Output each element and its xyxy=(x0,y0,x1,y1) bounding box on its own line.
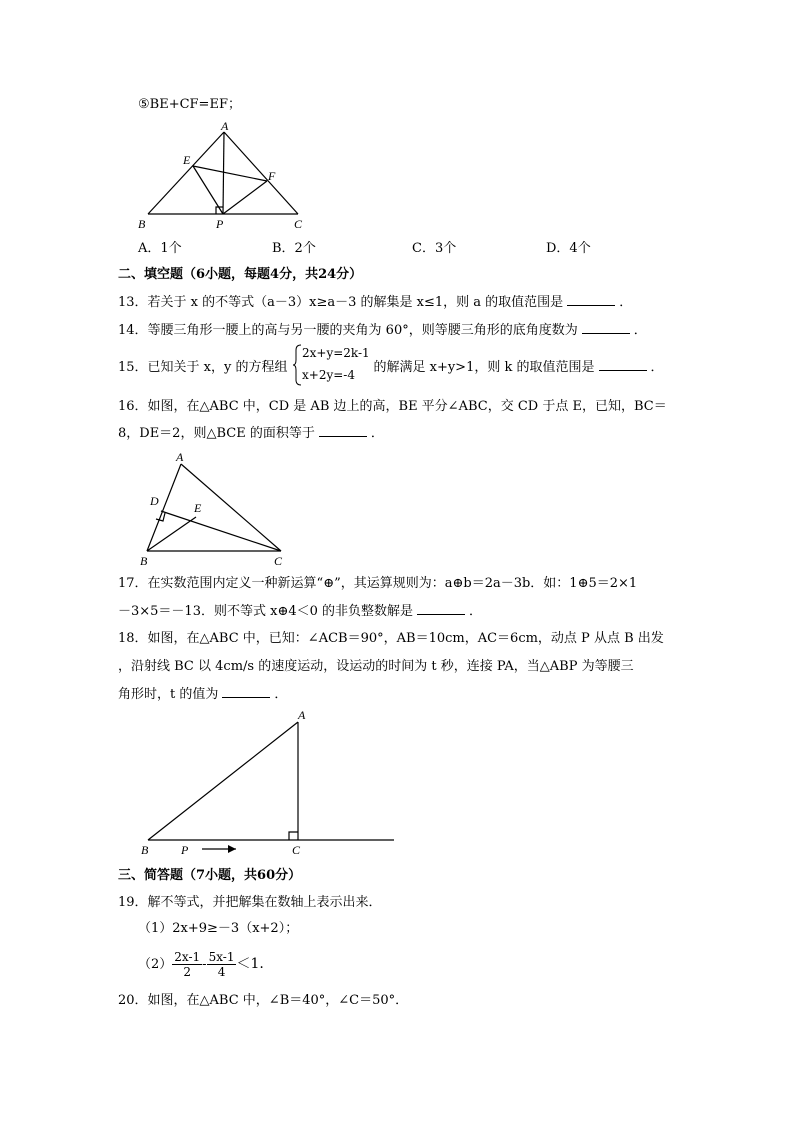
q12-options xyxy=(138,240,591,258)
label-D2: D xyxy=(150,494,159,508)
q15-eq1: 2x+y=2k-1 xyxy=(302,346,370,360)
frac-2: $\frac{5x-1}{4}$ xyxy=(208,950,235,979)
option-a[interactable]: A．1个 xyxy=(138,241,182,256)
q12-item5: ⑤BE+CF=EF； xyxy=(138,97,241,112)
q15: 15．已知关于 x，y 的方程组 的解满足 x+y>1，则 k 的取值范围是 ． xyxy=(118,360,664,375)
q20: 20．如图，在△ABC 中，∠B＝40°，∠C＝50°． xyxy=(118,993,409,1008)
q17-line1: 17．在实数范围内定义一种新运算“⊕”，其运算规则为：a⊕b＝2a－3b．如：1⊕5＝2×1 xyxy=(118,576,638,591)
label-E2: E xyxy=(194,501,202,515)
label-C3: C xyxy=(292,843,301,857)
q18-line3: 角形时，t 的值为 ． xyxy=(118,687,288,702)
q18-line1: 18．如图，在△ABC 中，已知：∠ACB＝90°，AB＝10cm，AC＝6cm，动点 P 从点 B 出发 xyxy=(118,631,664,646)
label-A2: A xyxy=(176,450,184,464)
q13-blank[interactable] xyxy=(567,294,615,306)
q14-blank[interactable] xyxy=(582,322,630,334)
label-P3: P xyxy=(181,843,189,857)
label-E: E xyxy=(183,153,191,167)
q19-title: 19．解不等式，并把解集在数轴上表示出来． xyxy=(118,895,382,910)
q17-blank[interactable] xyxy=(417,603,465,615)
q18-blank[interactable] xyxy=(222,686,270,698)
section2-title: 二、填空题（6小题，每题4分，共24分） xyxy=(118,267,363,282)
label-B: B xyxy=(138,217,146,231)
figure-triangle-dbe xyxy=(136,448,296,572)
q19-part1: （1）2x+9≥－3（x+2）； xyxy=(138,921,299,936)
q18-line2: ，沿射线 BC 以 4cm/s 的速度运动，设运动的时间为 t 秒，连接 PA，当△ABP 为等腰三 xyxy=(118,659,634,674)
frac-1: $\frac{2x-1}{2}$ xyxy=(174,950,201,979)
label-A3: A xyxy=(298,708,306,722)
figure-triangle-abc-ray xyxy=(136,706,398,858)
figure-triangle-efp xyxy=(130,118,320,236)
label-F: F xyxy=(268,169,276,183)
q14: 14．等腰三角形一腰上的高与另一腰的夹角为 60°，则等腰三角形的底角度数为 ． xyxy=(118,323,647,338)
q17-line2: －3×5＝－13．则不等式 x⊕4＜0 的非负整数解是 ． xyxy=(118,604,483,619)
label-C: C xyxy=(294,217,303,231)
section3-title: 三、简答题（7小题，共60分） xyxy=(118,868,302,883)
label-B3: B xyxy=(141,843,149,857)
label-A: A xyxy=(221,119,229,133)
option-c[interactable]: C．3个 xyxy=(412,241,457,256)
option-b[interactable]: B．2个 xyxy=(272,241,316,256)
label-B2: B xyxy=(140,554,148,568)
q15-eq2: x+2y=-4 xyxy=(302,368,355,382)
q16-line2: 8，DE＝2，则△BCE 的面积等于 ． xyxy=(118,426,384,441)
label-P: P xyxy=(216,217,224,231)
q16-line1: 16．如图，在△ABC 中，CD 是 AB 边上的高，BE 平分∠ABC，交 CD 于点 E，已知，BC＝ xyxy=(118,399,667,414)
label-C2: C xyxy=(274,554,283,568)
q19-part2: （2） $\frac{2x-1}{2}$ - $\frac{5x-1}{4}$ ＜1. xyxy=(138,950,264,979)
q15-blank[interactable] xyxy=(599,359,647,371)
q13: 13．若关于 x 的不等式（a－3）x≥a－3 的解集是 x≤1，则 a 的取值范围是 ． xyxy=(118,295,633,310)
q16-blank[interactable] xyxy=(319,425,367,437)
q15-system xyxy=(292,344,378,386)
option-d[interactable]: D．4个 xyxy=(546,241,591,256)
